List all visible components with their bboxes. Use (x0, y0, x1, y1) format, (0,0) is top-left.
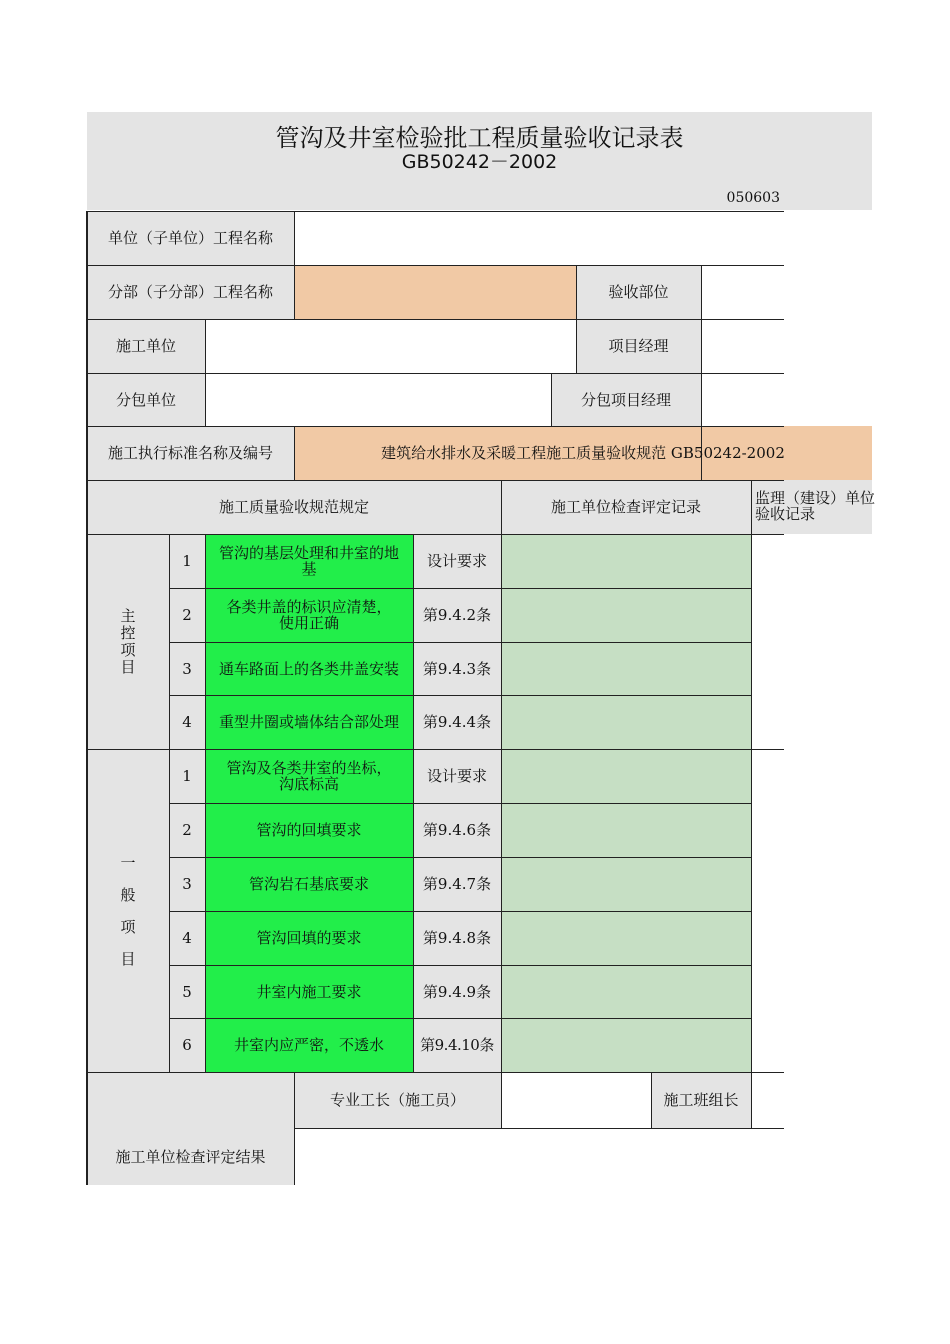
sub-pm-label: 分包项目经理 (580, 390, 671, 409)
general-group-label: 一般项目 (120, 853, 136, 968)
main-item-no: 3 (182, 659, 192, 678)
general-item-no: 5 (182, 982, 192, 1001)
general-item-name: 井室内施工要求 (256, 982, 362, 1001)
main-item-name: 各类井盖的标识应清楚，使用正确 (226, 598, 392, 632)
result-label: 施工单位检查评定结果 (115, 1147, 266, 1166)
form-title: 管沟及井室检验批工程质量验收记录表 (275, 124, 684, 152)
unit-project-value[interactable] (294, 211, 784, 265)
general-item-name: 管沟的回填要求 (256, 821, 362, 839)
spec-header: 施工质量验收规范规定 (218, 498, 369, 516)
general-item-name: 管沟岩石基底要求 (248, 875, 369, 893)
team-leader-label: 施工班组长 (663, 1091, 739, 1109)
general-item-no: 2 (182, 821, 192, 839)
main-item-clause: 第9.4.3条 (422, 659, 492, 678)
general-item-name: 管沟回填的要求 (256, 929, 362, 947)
main-item-name: 管沟的基层处理和井室的地基 (218, 544, 399, 578)
main-item-clause: 第9.4.4条 (422, 713, 492, 731)
main-item-no: 1 (182, 552, 192, 570)
general-item-clause: 设计要求 (426, 767, 487, 785)
exec-standard-value-clip (294, 426, 784, 480)
foreman-value[interactable] (501, 1072, 651, 1128)
general-item-no: 3 (182, 875, 192, 893)
exec-standard-value: 建筑给水排水及采暖工程施工质量验收规范 GB50242-2002 (381, 444, 785, 462)
check-header: 施工单位检查评定记录 (550, 498, 701, 516)
general-item-no: 1 (182, 767, 192, 785)
acceptance-part-label: 验收部位 (608, 283, 669, 301)
general-item-clause: 第9.4.7条 (422, 875, 492, 893)
standard-code: GB50242－2002 (401, 151, 558, 173)
exec-standard-label: 施工执行标准名称及编号 (107, 444, 273, 462)
main-item-clause: 设计要求 (426, 552, 487, 570)
form-number: 050603 (726, 190, 780, 206)
subcontractor-label: 分包单位 (115, 390, 176, 409)
main-item-no: 4 (182, 713, 192, 731)
general-item-clause: 第9.4.9条 (422, 982, 492, 1001)
main-item-name: 重型井圈或墙体结合部处理 (218, 713, 399, 731)
main-group-label: 主控项目 (120, 606, 136, 676)
sub-project-label: 分部（子分部）工程名称 (107, 283, 273, 301)
general-item-clause: 第9.4.10条 (420, 1036, 494, 1054)
main-item-name: 通车路面上的各类井盖安装 (218, 659, 399, 678)
result-value[interactable] (294, 1128, 784, 1185)
general-item-name: 管沟及各类井室的坐标，沟底标高 (226, 759, 392, 793)
main-item-no: 2 (182, 606, 192, 624)
general-item-clause: 第9.4.6条 (422, 821, 492, 839)
unit-project-label: 单位（子单位）工程名称 (107, 229, 273, 247)
general-item-no: 4 (182, 929, 192, 947)
foreman-label: 专业工长（施工员） (329, 1091, 465, 1109)
general-item-no: 6 (182, 1036, 192, 1054)
supervision-header: 监理（建设）单位验收记录 (755, 489, 876, 523)
supervision-header-clip (751, 480, 876, 534)
general-item-name: 井室内应严密，不透水 (233, 1036, 384, 1054)
sub-project-field[interactable] (294, 265, 576, 319)
general-item-clause: 第9.4.8条 (422, 929, 492, 947)
contractor-label: 施工单位 (115, 337, 176, 355)
main-item-clause: 第9.4.2条 (422, 606, 492, 624)
project-manager-label: 项目经理 (608, 337, 669, 355)
